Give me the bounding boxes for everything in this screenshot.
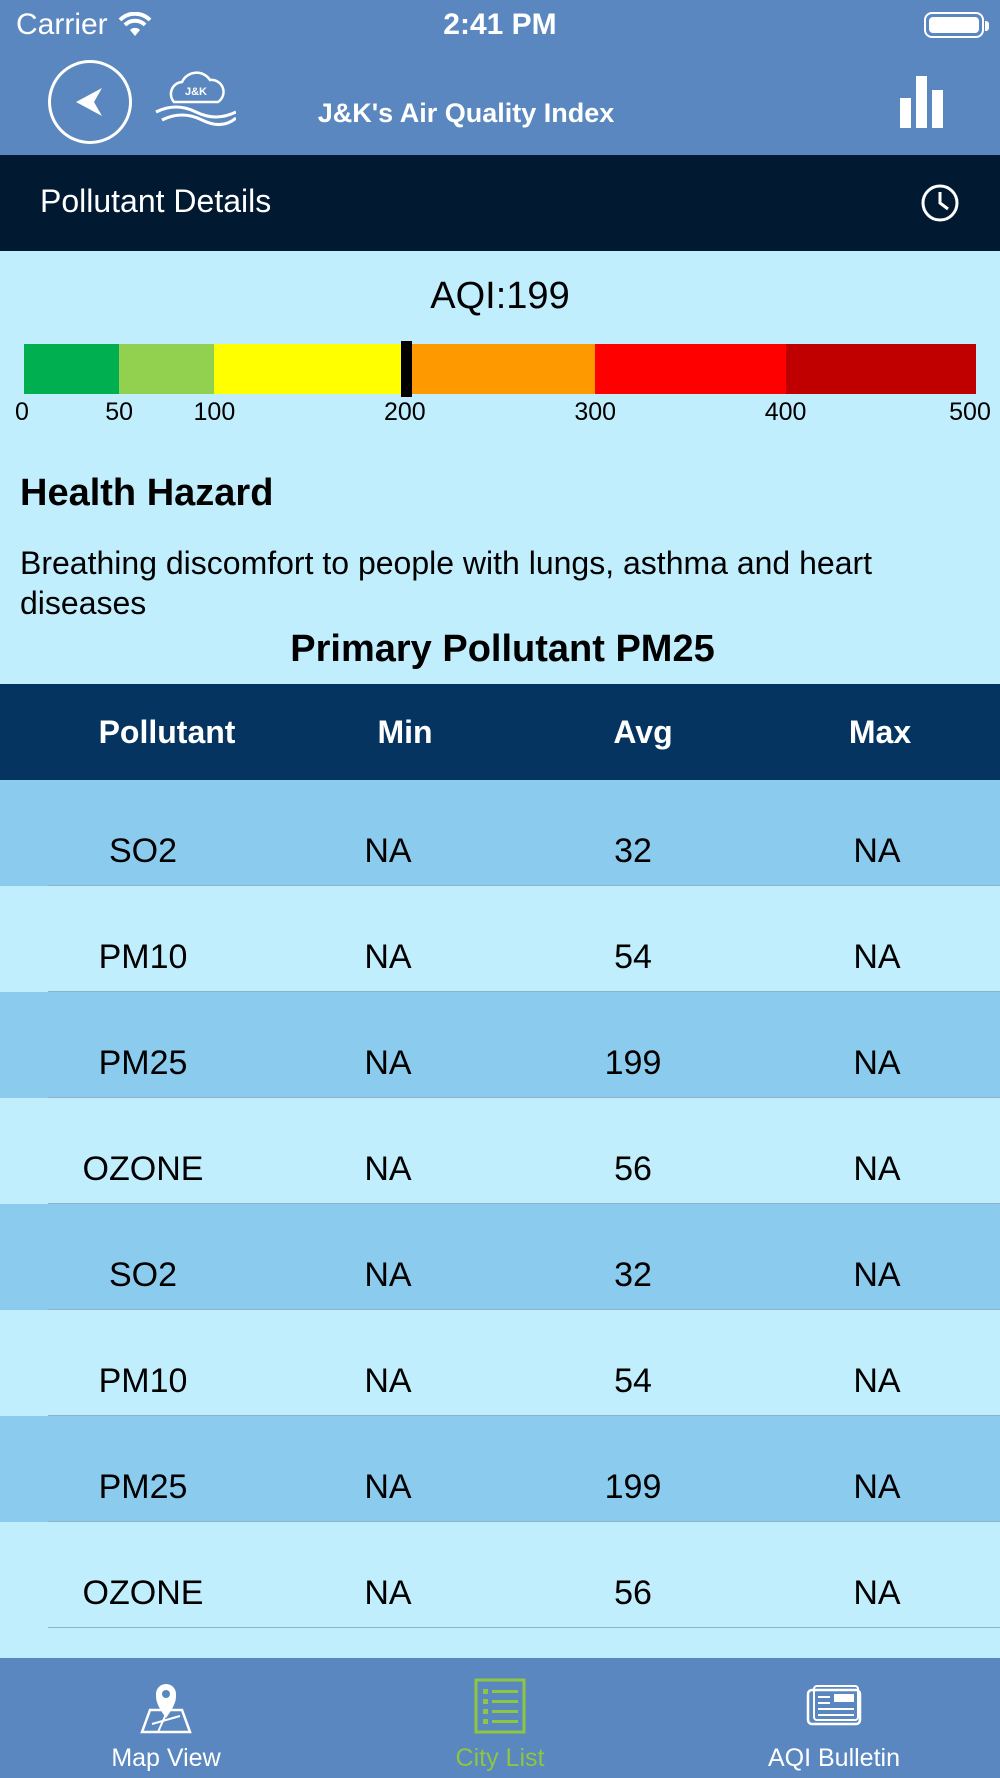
aqi-scale-segment <box>405 344 595 394</box>
svg-text:J&K: J&K <box>184 86 208 98</box>
battery-icon <box>924 12 984 38</box>
column-header-avg: Avg <box>613 713 673 750</box>
avg-cell: 32 <box>614 1256 652 1294</box>
max-cell: NA <box>853 938 901 976</box>
section-header <box>0 155 1000 251</box>
primary-pollutant: Primary Pollutant PM25 <box>290 628 715 670</box>
tab-label: AQI Bulletin <box>767 1744 900 1772</box>
health-hazard-text: Breathing discomfort to people with lungs, asthma and heart diseases <box>20 545 873 621</box>
pollutant-name-cell: PM25 <box>98 1468 188 1506</box>
table-row <box>0 886 1000 992</box>
min-cell: NA <box>364 1468 412 1506</box>
avg-cell: 54 <box>614 1362 652 1400</box>
max-cell: NA <box>853 1574 901 1612</box>
aqi-scale-tick: 400 <box>764 398 807 426</box>
table-row <box>0 780 1000 886</box>
column-header-pollutant: Pollutant <box>98 713 236 750</box>
tab-map-view[interactable] <box>56 1658 276 1778</box>
aqi-marker <box>401 341 412 397</box>
table-row <box>0 992 1000 1098</box>
avg-cell: 199 <box>604 1468 662 1506</box>
max-cell: NA <box>853 832 901 870</box>
aqi-scale-segment <box>214 344 404 394</box>
carrier-label: Carrier <box>16 8 108 41</box>
pollutant-name-cell: PM10 <box>98 1362 188 1400</box>
max-cell: NA <box>853 1044 901 1082</box>
pollutant-name-cell: OZONE <box>82 1150 204 1188</box>
min-cell: NA <box>364 1044 412 1082</box>
status-time: 2:41 PM <box>443 8 557 41</box>
history-button[interactable] <box>920 183 960 223</box>
table-row <box>0 1204 1000 1310</box>
avg-cell: 54 <box>614 938 652 976</box>
pollutant-name-cell: PM25 <box>98 1044 188 1082</box>
avg-cell: 56 <box>614 1150 652 1188</box>
table-row <box>0 1310 1000 1416</box>
min-cell: NA <box>364 832 412 870</box>
avg-cell: 56 <box>614 1574 652 1612</box>
back-arrow-icon <box>70 82 110 122</box>
aqi-scale-tick: 50 <box>105 398 134 426</box>
tab-city-list[interactable] <box>390 1658 610 1778</box>
pollutant-name-cell: PM10 <box>98 938 188 976</box>
list-icon <box>470 1676 530 1736</box>
back-button[interactable] <box>48 60 132 144</box>
column-header-max: Max <box>848 713 912 750</box>
newspaper-icon <box>804 1676 864 1736</box>
map-pin-icon <box>136 1676 196 1736</box>
bar-chart-icon <box>898 76 944 128</box>
app-logo <box>152 68 236 130</box>
max-cell: NA <box>853 1256 901 1294</box>
pollutant-name-cell: SO2 <box>108 832 178 870</box>
clock-icon <box>920 183 960 223</box>
nav-header <box>0 0 1000 155</box>
section-title: Pollutant Details <box>40 183 272 219</box>
aqi-scale-tick: 100 <box>193 398 236 426</box>
max-cell: NA <box>853 1150 901 1188</box>
min-cell: NA <box>364 1150 412 1188</box>
aqi-scale-tick: 200 <box>383 398 426 426</box>
aqi-scale-tick: 500 <box>949 398 991 426</box>
avg-cell: 199 <box>604 1044 662 1082</box>
aqi-scale-tick: 300 <box>574 398 617 426</box>
aqi-scale-tick: 0 <box>15 398 29 426</box>
pollutant-table <box>0 780 1000 1628</box>
table-header <box>0 684 1000 780</box>
tab-label: Map View <box>111 1744 221 1772</box>
pollutant-name-cell: SO2 <box>108 1256 178 1294</box>
tab-bar <box>0 1658 1000 1778</box>
min-cell: NA <box>364 1256 412 1294</box>
aqi-scale-segment <box>595 344 785 394</box>
aqi-scale <box>24 344 976 394</box>
chart-button[interactable] <box>898 76 944 128</box>
avg-cell: 32 <box>614 832 652 870</box>
table-row <box>0 1522 1000 1628</box>
table-row <box>0 1416 1000 1522</box>
max-cell: NA <box>853 1362 901 1400</box>
aqi-scale-segment <box>119 344 214 394</box>
tab-aqi-bulletin[interactable] <box>724 1658 944 1778</box>
health-hazard-title: Health Hazard <box>20 472 274 514</box>
aqi-value: AQI:199 <box>430 275 570 317</box>
pollutant-name-cell: OZONE <box>82 1574 204 1612</box>
tab-label: City List <box>455 1744 545 1772</box>
table-row <box>0 1098 1000 1204</box>
aqi-scale-segment <box>786 344 976 394</box>
aqi-scale-segment <box>24 344 119 394</box>
min-cell: NA <box>364 1362 412 1400</box>
max-cell: NA <box>853 1468 901 1506</box>
min-cell: NA <box>364 938 412 976</box>
column-header-min: Min <box>377 713 433 750</box>
min-cell: NA <box>364 1574 412 1612</box>
app-title: J&K's Air Quality Index <box>317 98 615 128</box>
